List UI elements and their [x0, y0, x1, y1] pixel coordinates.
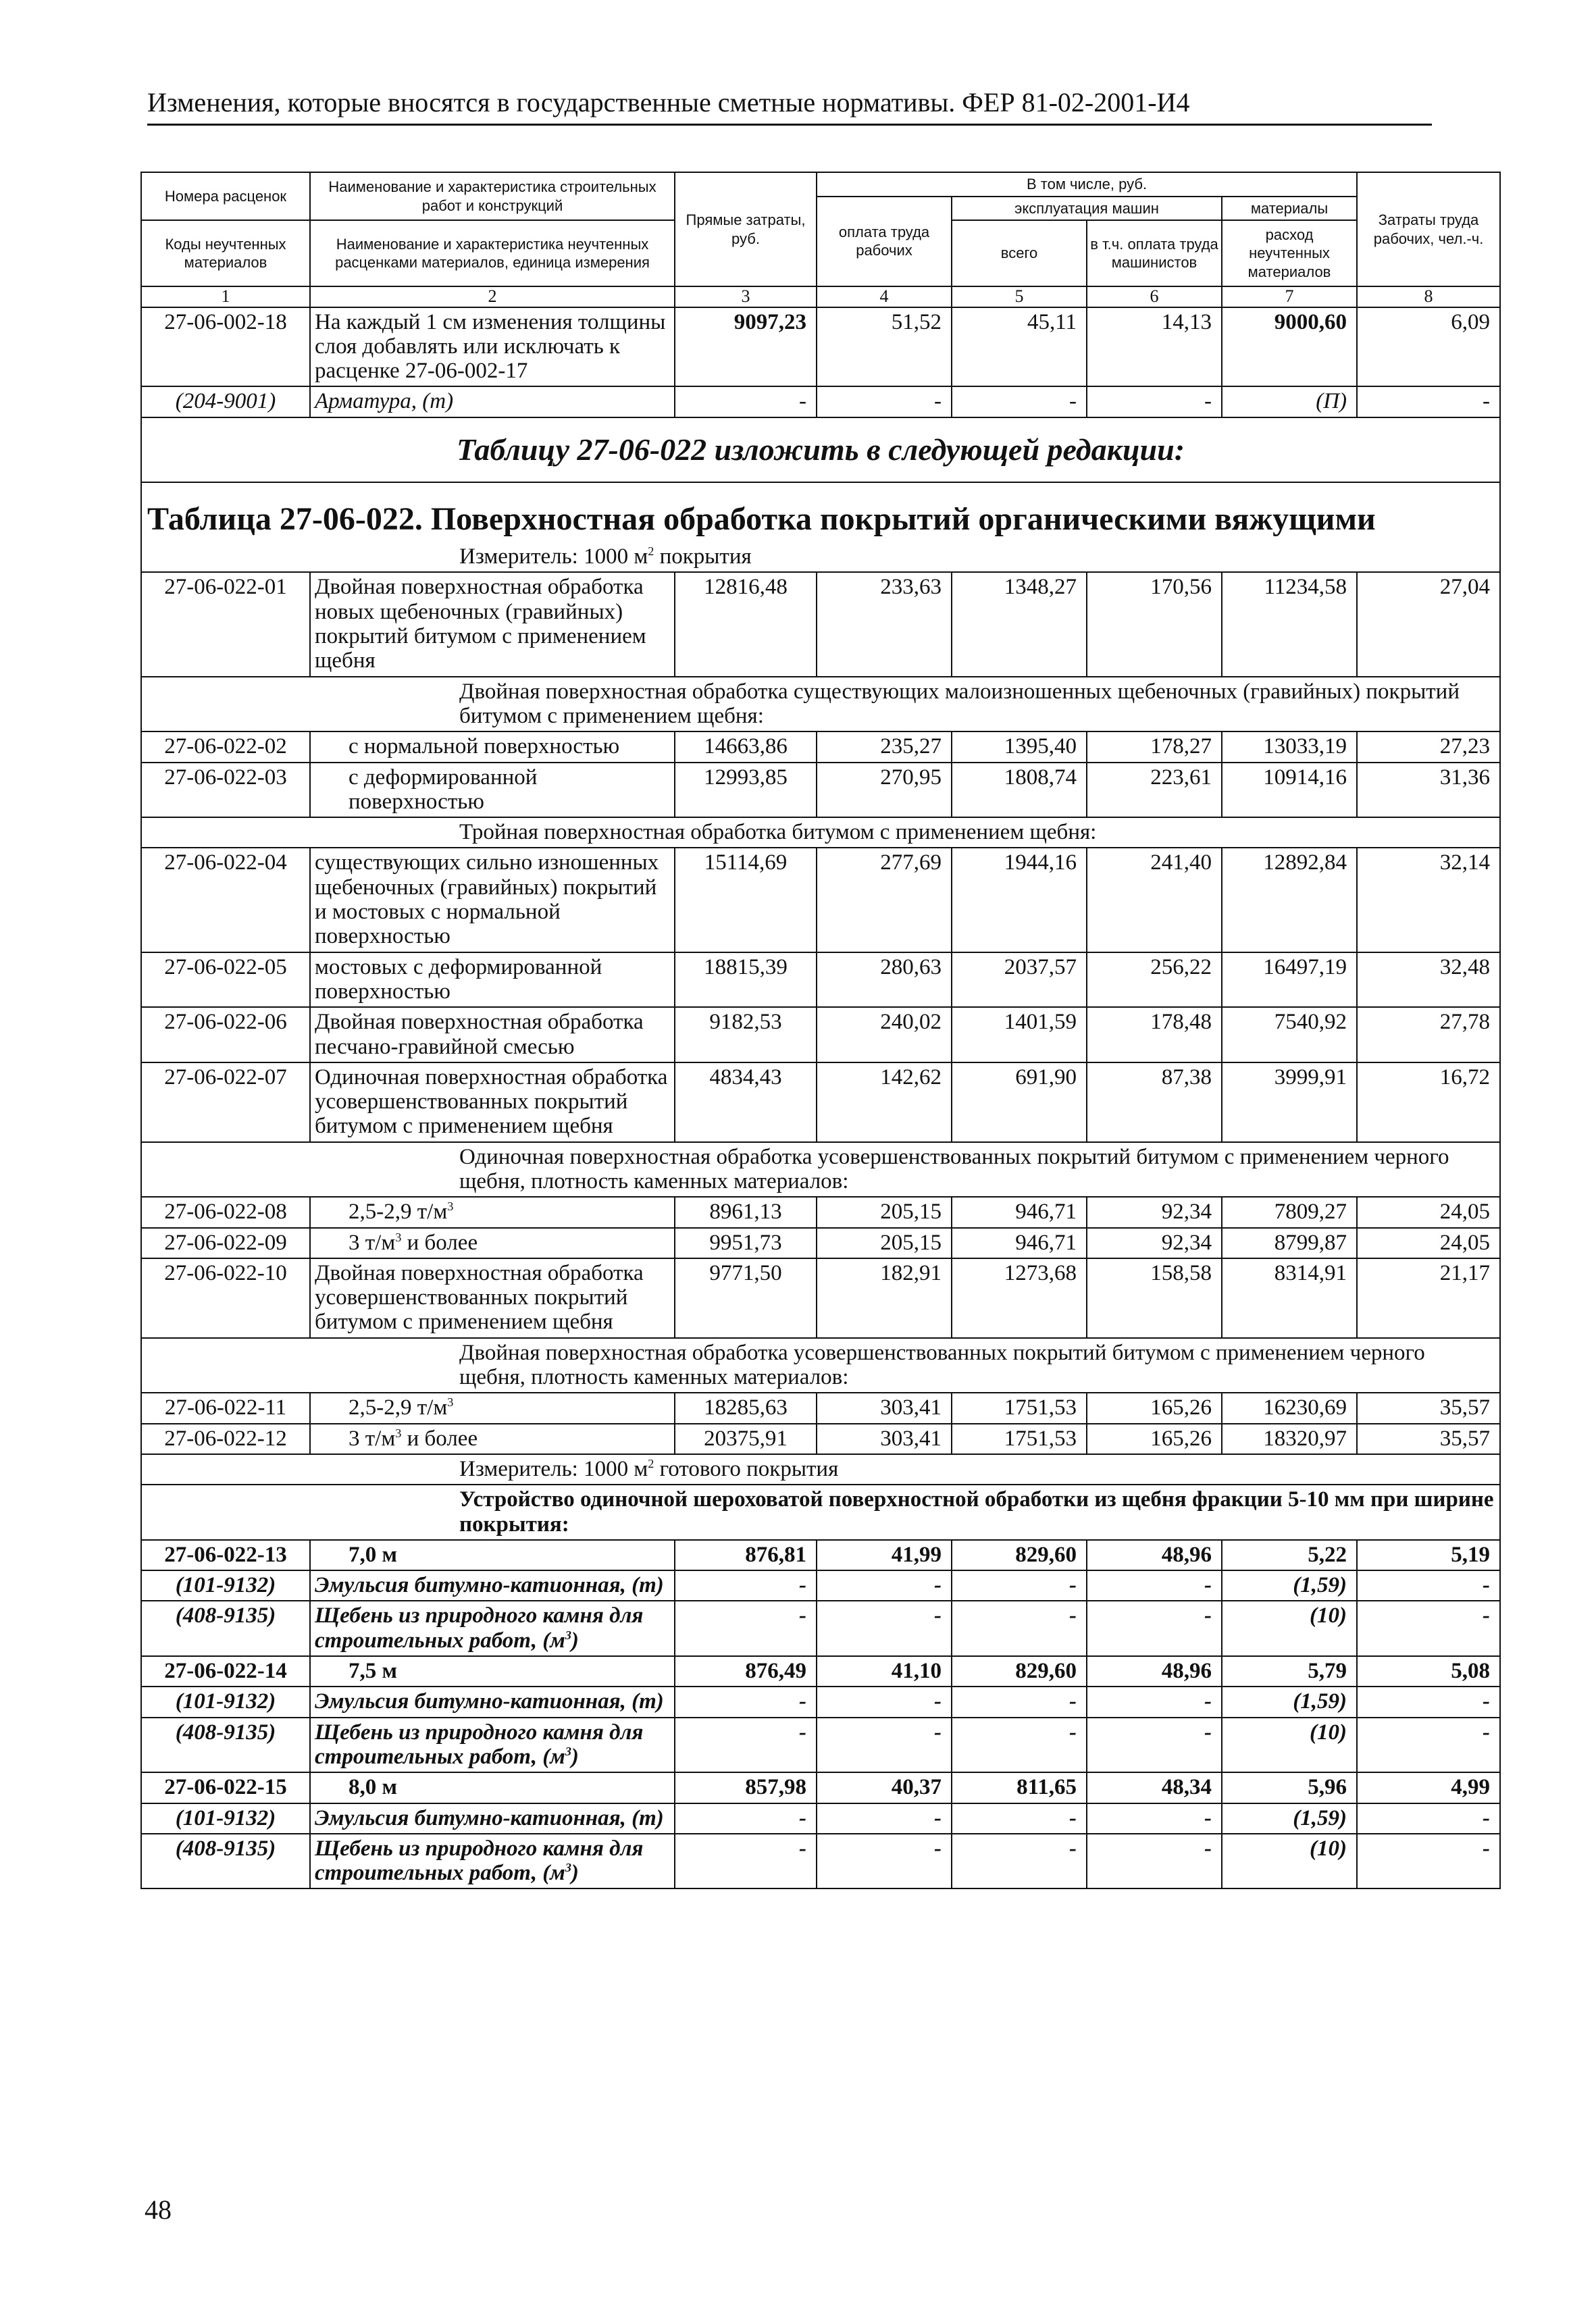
- table-cell: 2: [310, 286, 675, 307]
- cell-text: и более: [401, 1230, 478, 1255]
- cell-text: 3: [447, 1395, 454, 1410]
- cell-text: и более: [401, 1426, 478, 1451]
- table-row: [141, 307, 1500, 387]
- cell-text: 3: [447, 1200, 454, 1214]
- table-cell: 27-06-022-04: [141, 848, 310, 952]
- cell-text: 2: [648, 1456, 654, 1470]
- table-cell: 41,10: [817, 1656, 952, 1687]
- cell-text: ): [571, 1744, 579, 1769]
- table-cell: [310, 1718, 675, 1773]
- table-cell: 27-06-022-08: [141, 1197, 310, 1227]
- group-caption: Двойная поверхностная обработка существующих малоизношенных щебеночных (гравийных) покрытий битумом с применением щебня:: [141, 677, 1500, 732]
- table-cell: 9097,23: [675, 307, 817, 387]
- table-cell: -: [675, 1834, 817, 1889]
- table-cell: 946,71: [952, 1228, 1087, 1258]
- table-cell: 31,36: [1357, 763, 1500, 818]
- table-cell: -: [952, 1570, 1087, 1601]
- table-cell: 87,38: [1087, 1062, 1222, 1142]
- table-row: [141, 1258, 1500, 1338]
- cell-text: Щебень из природного камня для строительных работ, (м: [315, 1836, 644, 1886]
- table-cell: -: [1357, 1718, 1500, 1773]
- table-cell: 6: [1087, 286, 1222, 307]
- table-row: [141, 1424, 1500, 1454]
- table-cell: 27-06-022-10: [141, 1258, 310, 1338]
- cell-text: Измеритель: 1000 м: [459, 1456, 648, 1481]
- table-cell: с деформированной поверхностью: [310, 763, 675, 818]
- table-cell: 7809,27: [1222, 1197, 1357, 1227]
- table-cell: (408-9135): [141, 1601, 310, 1656]
- table-cell: -: [952, 1718, 1087, 1773]
- table-cell: 235,27: [817, 731, 952, 762]
- table-cell: 5,08: [1357, 1656, 1500, 1687]
- table-cell: (101-9132): [141, 1570, 310, 1601]
- table-cell: -: [1357, 1834, 1500, 1889]
- table-cell: 8: [1357, 286, 1500, 307]
- table-cell: Арматура, (т): [310, 386, 675, 417]
- table-cell: 7: [1222, 286, 1357, 307]
- cell-text: 2,5-2,9 т/м: [349, 1200, 448, 1225]
- table-cell: 158,58: [1087, 1258, 1222, 1338]
- table-cell: -: [952, 1687, 1087, 1717]
- table-cell: 27-06-022-07: [141, 1062, 310, 1142]
- table-cell: -: [817, 1834, 952, 1889]
- group-caption: Устройство одиночной шероховатой поверхностной обработки из щебня фракции 5-10 мм при ширине покрытия:: [141, 1485, 1500, 1540]
- table-cell: -: [1087, 1834, 1222, 1889]
- table-cell: 4834,43: [675, 1062, 817, 1142]
- table-cell: 10914,16: [1222, 763, 1357, 818]
- measure-unit: [141, 542, 1500, 572]
- table-title: Таблица 27-06-022. Поверхностная обработка покрытий органическими вяжущими: [141, 482, 1500, 542]
- group-caption: Тройная поверхностная обработка битумом с применением щебня:: [141, 817, 1500, 848]
- table-cell: 6,09: [1357, 307, 1500, 387]
- table-cell: 35,57: [1357, 1424, 1500, 1454]
- table-cell: 7540,92: [1222, 1007, 1357, 1062]
- table-cell: Эмульсия битумно-катионная, (т): [310, 1687, 675, 1717]
- table-row: [141, 1228, 1500, 1258]
- rates-table: [140, 172, 1501, 1889]
- table-cell: 51,52: [817, 307, 952, 387]
- table-cell: (1,59): [1222, 1687, 1357, 1717]
- table-cell: 27,78: [1357, 1007, 1500, 1062]
- table-cell: 40,37: [817, 1772, 952, 1803]
- table-cell: 8961,13: [675, 1197, 817, 1227]
- table-cell: -: [817, 1803, 952, 1834]
- table-cell: 303,41: [817, 1424, 952, 1454]
- table-cell: 27-06-022-02: [141, 731, 310, 762]
- table-cell: 13033,19: [1222, 731, 1357, 762]
- table-cell: 277,69: [817, 848, 952, 952]
- table-cell: 48,96: [1087, 1540, 1222, 1570]
- table-cell: -: [817, 1601, 952, 1656]
- cell-text: 3: [395, 1426, 402, 1440]
- table-cell: 1751,53: [952, 1393, 1087, 1423]
- table-cell: 1944,16: [952, 848, 1087, 952]
- table-cell: -: [1087, 1718, 1222, 1773]
- page-number: 48: [145, 2194, 172, 2225]
- table-cell: На каждый 1 см изменения толщины слоя добавлять или исключать к расценке 27-06-002-17: [310, 307, 675, 387]
- table-cell: 32,48: [1357, 952, 1500, 1008]
- table-cell: 256,22: [1087, 952, 1222, 1008]
- page-header: Изменения, которые вносятся в государственные сметные нормативы. ФЕР 81-02-2001-И4: [147, 86, 1432, 126]
- table-cell: 20375,91: [675, 1424, 817, 1454]
- table-cell: 27-06-022-13: [141, 1540, 310, 1570]
- table-cell: (10): [1222, 1718, 1357, 1773]
- col-including-header: В том числе, руб.: [817, 172, 1357, 197]
- table-cell: 165,26: [1087, 1424, 1222, 1454]
- table-cell: 27-06-022-05: [141, 952, 310, 1008]
- material-row: [141, 386, 1500, 417]
- table-cell: 11234,58: [1222, 572, 1357, 676]
- table-cell: 4,99: [1357, 1772, 1500, 1803]
- table-cell: 241,40: [1087, 848, 1222, 952]
- table-cell: существующих сильно изношенных щебеночных (гравийных) покрытий и мостовых с нормальной поверхностью: [310, 848, 675, 952]
- table-cell: 27-06-022-11: [141, 1393, 310, 1423]
- table-cell: 27-06-022-09: [141, 1228, 310, 1258]
- material-row: [141, 1601, 1500, 1656]
- table-cell: 48,34: [1087, 1772, 1222, 1803]
- table-cell: 12816,48: [675, 572, 817, 676]
- table-row: [141, 1656, 1500, 1687]
- table-row: [141, 731, 1500, 762]
- cell-text: 2: [648, 544, 654, 559]
- col-machines-total-header: всего: [952, 220, 1087, 286]
- table-cell: 24,05: [1357, 1197, 1500, 1227]
- table-cell: 3999,91: [1222, 1062, 1357, 1142]
- group-caption: Двойная поверхностная обработка усовершенствованных покрытий битумом с применением черного щебня, плотность каменных материалов:: [141, 1338, 1500, 1393]
- col-name-header: [310, 172, 675, 220]
- table-cell: Эмульсия битумно-катионная, (т): [310, 1570, 675, 1601]
- table-cell: 7,5 м: [310, 1656, 675, 1687]
- col-name-sub-header: Наименование и характеристика неучтенных расценками материалов, единица измерения: [310, 220, 675, 286]
- table-cell: 27-06-022-03: [141, 763, 310, 818]
- table-cell: -: [817, 1570, 952, 1601]
- table-cell: 16,72: [1357, 1062, 1500, 1142]
- table-cell: 223,61: [1087, 763, 1222, 818]
- col-machines-labor-header: в т.ч. оплата труда машинистов: [1087, 220, 1222, 286]
- table-cell: 2037,57: [952, 952, 1087, 1008]
- table-cell: [310, 1601, 675, 1656]
- cell-text: ): [571, 1628, 579, 1653]
- table-cell: 1273,68: [952, 1258, 1087, 1338]
- table-row: [141, 848, 1500, 952]
- table-cell: [310, 1393, 675, 1423]
- table-cell: 12892,84: [1222, 848, 1357, 952]
- table-cell: 41,99: [817, 1540, 952, 1570]
- table-cell: 21,17: [1357, 1258, 1500, 1338]
- cell-text: Щебень из природного камня для строительных работ, (м: [315, 1603, 644, 1653]
- table-cell: 1808,74: [952, 763, 1087, 818]
- material-row: [141, 1718, 1500, 1773]
- table-cell: 27-06-022-12: [141, 1424, 310, 1454]
- table-cell: -: [1087, 386, 1222, 417]
- table-cell: 45,11: [952, 307, 1087, 387]
- table-cell: (204-9001): [141, 386, 310, 417]
- table-cell: -: [675, 1687, 817, 1717]
- table-cell: 946,71: [952, 1197, 1087, 1227]
- table-cell: [310, 1197, 675, 1227]
- material-row: [141, 1570, 1500, 1601]
- table-cell: с нормальной поверхностью: [310, 731, 675, 762]
- cell-text: Щебень из природного камня для строительных работ, (м: [315, 1720, 644, 1769]
- table-cell: -: [817, 1687, 952, 1717]
- table-cell: 240,02: [817, 1007, 952, 1062]
- table-cell: (101-9132): [141, 1687, 310, 1717]
- table-cell: Эмульсия битумно-катионная, (т): [310, 1803, 675, 1834]
- table-cell: мостовых с деформированной поверхностью: [310, 952, 675, 1008]
- table-cell: 18320,97: [1222, 1424, 1357, 1454]
- cell-text: Измеритель: 1000 м: [459, 544, 648, 569]
- table-cell: 857,98: [675, 1772, 817, 1803]
- table-cell: (1,59): [1222, 1570, 1357, 1601]
- table-cell: 7,0 м: [310, 1540, 675, 1570]
- table-cell: 92,34: [1087, 1197, 1222, 1227]
- material-row: [141, 1687, 1500, 1717]
- table-cell: -: [675, 1601, 817, 1656]
- table-cell: 205,15: [817, 1197, 952, 1227]
- table-cell: 9951,73: [675, 1228, 817, 1258]
- table-cell: 9771,50: [675, 1258, 817, 1338]
- measure-unit: [141, 1454, 1500, 1485]
- table-row: [141, 572, 1500, 676]
- table-cell: 35,57: [1357, 1393, 1500, 1423]
- table-cell: 92,34: [1087, 1228, 1222, 1258]
- table-cell: -: [675, 386, 817, 417]
- table-cell: -: [675, 1718, 817, 1773]
- table-cell: Одиночная поверхностная обработка усовершенствованных покрытий битумом с применением щебня: [310, 1062, 675, 1142]
- table-cell: Двойная поверхностная обработка усовершенствованных покрытий битумом с применением щебня: [310, 1258, 675, 1338]
- table-row: [141, 952, 1500, 1008]
- table-cell: -: [817, 1718, 952, 1773]
- table-cell: (1,59): [1222, 1803, 1357, 1834]
- table-row: [141, 1393, 1500, 1423]
- table-cell: 12993,85: [675, 763, 817, 818]
- table-cell: -: [952, 1834, 1087, 1889]
- table-cell: (101-9132): [141, 1803, 310, 1834]
- table-cell: -: [952, 1803, 1087, 1834]
- table-row: [141, 1062, 1500, 1142]
- cell-text: 3: [395, 1230, 402, 1244]
- table-cell: 1395,40: [952, 731, 1087, 762]
- table-cell: -: [675, 1803, 817, 1834]
- table-cell: 233,63: [817, 572, 952, 676]
- col-codes-sub-header: Коды неучтенных материалов: [141, 220, 310, 286]
- table-cell: Двойная поверхностная обработка песчано-гравийной смесью: [310, 1007, 675, 1062]
- col-codes-header: [141, 172, 310, 220]
- table-cell: -: [1357, 1803, 1500, 1834]
- table-cell: 1751,53: [952, 1424, 1087, 1454]
- table-cell: 15114,69: [675, 848, 817, 952]
- table-cell: 182,91: [817, 1258, 952, 1338]
- table-cell: 691,90: [952, 1062, 1087, 1142]
- table-cell: 178,27: [1087, 731, 1222, 762]
- table-cell: 14,13: [1087, 307, 1222, 387]
- col-direct-header: Прямые затраты, руб.: [675, 172, 817, 286]
- table-cell: 18815,39: [675, 952, 817, 1008]
- table-cell: Двойная поверхностная обработка новых щебеночных (гравийных) покрытий битумом с применением щебня: [310, 572, 675, 676]
- table-cell: 178,48: [1087, 1007, 1222, 1062]
- table-cell: 27-06-022-15: [141, 1772, 310, 1803]
- table-cell: (П): [1222, 386, 1357, 417]
- table-cell: 5,19: [1357, 1540, 1500, 1570]
- table-cell: -: [952, 1601, 1087, 1656]
- table-cell: 16497,19: [1222, 952, 1357, 1008]
- cell-text: Наименование и характеристика строительных работ и конструкций: [328, 178, 657, 214]
- table-cell: -: [952, 386, 1087, 417]
- table-cell: 829,60: [952, 1540, 1087, 1570]
- table-cell: 205,15: [817, 1228, 952, 1258]
- table-cell: 32,14: [1357, 848, 1500, 952]
- table-cell: 9000,60: [1222, 307, 1357, 387]
- cell-text: 3 т/м: [349, 1230, 396, 1255]
- table-cell: 811,65: [952, 1772, 1087, 1803]
- table-cell: -: [1087, 1601, 1222, 1656]
- table-cell: 5,22: [1222, 1540, 1357, 1570]
- table-cell: 170,56: [1087, 572, 1222, 676]
- table-cell: 4: [817, 286, 952, 307]
- cell-text: Номера расценок: [164, 187, 287, 205]
- table-cell: 14663,86: [675, 731, 817, 762]
- material-row: [141, 1834, 1500, 1889]
- table-cell: 5: [952, 286, 1087, 307]
- table-cell: 27-06-022-14: [141, 1656, 310, 1687]
- table-cell: -: [1357, 1570, 1500, 1601]
- table-cell: -: [1357, 1687, 1500, 1717]
- table-cell: 5,79: [1222, 1656, 1357, 1687]
- table-cell: 280,63: [817, 952, 952, 1008]
- table-row: [141, 1007, 1500, 1062]
- cell-text: ): [571, 1861, 579, 1886]
- instruction-text: Таблицу 27-06-022 изложить в следующей редакции:: [141, 417, 1500, 483]
- table-row: [141, 1197, 1500, 1227]
- cell-text: 3: [565, 1861, 571, 1875]
- table-cell: -: [1087, 1803, 1222, 1834]
- table-cell: 8314,91: [1222, 1258, 1357, 1338]
- table-cell: 27-06-022-01: [141, 572, 310, 676]
- group-caption: Одиночная поверхностная обработка усовершенствованных покрытий битумом с применением черного щебня, плотность каменных материалов:: [141, 1142, 1500, 1198]
- cell-text: 2,5-2,9 т/м: [349, 1395, 448, 1420]
- table-cell: 16230,69: [1222, 1393, 1357, 1423]
- table-cell: 5,96: [1222, 1772, 1357, 1803]
- cell-text: покрытия: [654, 544, 752, 569]
- table-row: [141, 763, 1500, 818]
- table-cell: (408-9135): [141, 1718, 310, 1773]
- cell-text: 3: [565, 1628, 571, 1642]
- table-cell: [310, 1834, 675, 1889]
- table-cell: 48,96: [1087, 1656, 1222, 1687]
- cell-text: 3 т/м: [349, 1426, 396, 1451]
- table-cell: 3: [675, 286, 817, 307]
- cell-text: готового покрытия: [654, 1456, 839, 1481]
- table-cell: 8,0 м: [310, 1772, 675, 1803]
- table-row: [141, 1772, 1500, 1803]
- table-cell: 1348,27: [952, 572, 1087, 676]
- table-cell: 24,05: [1357, 1228, 1500, 1258]
- table-cell: [310, 1228, 675, 1258]
- col-materials-sub-header: расход неучтенных материалов: [1222, 220, 1357, 286]
- col-labor-header: оплата труда рабочих: [817, 197, 952, 287]
- table-cell: 829,60: [952, 1656, 1087, 1687]
- cell-text: 3: [565, 1744, 571, 1758]
- table-cell: 876,81: [675, 1540, 817, 1570]
- table-cell: 1401,59: [952, 1007, 1087, 1062]
- table-cell: -: [817, 386, 952, 417]
- table-row: [141, 1540, 1500, 1570]
- table-cell: (408-9135): [141, 1834, 310, 1889]
- table-cell: 303,41: [817, 1393, 952, 1423]
- table-cell: 9182,53: [675, 1007, 817, 1062]
- table-cell: -: [1357, 1601, 1500, 1656]
- table-cell: -: [1357, 386, 1500, 417]
- table-cell: (10): [1222, 1834, 1357, 1889]
- table-cell: [310, 1424, 675, 1454]
- table-cell: 142,62: [817, 1062, 952, 1142]
- table-cell: 27-06-002-18: [141, 307, 310, 387]
- table-cell: -: [675, 1570, 817, 1601]
- table-cell: 8799,87: [1222, 1228, 1357, 1258]
- col-labor-costs-header: Затраты труда рабочих, чел.-ч.: [1357, 172, 1500, 286]
- col-machines-header: эксплуатация машин: [952, 197, 1222, 221]
- table-cell: -: [1087, 1570, 1222, 1601]
- table-cell: 165,26: [1087, 1393, 1222, 1423]
- table-cell: 27-06-022-06: [141, 1007, 310, 1062]
- table-cell: -: [1087, 1687, 1222, 1717]
- table-cell: 18285,63: [675, 1393, 817, 1423]
- table-cell: 876,49: [675, 1656, 817, 1687]
- table-cell: 27,23: [1357, 731, 1500, 762]
- table-cell: 270,95: [817, 763, 952, 818]
- column-numbers-row: [141, 286, 1500, 307]
- table-cell: (10): [1222, 1601, 1357, 1656]
- table-cell: 27,04: [1357, 572, 1500, 676]
- col-materials-header: материалы: [1222, 197, 1357, 221]
- material-row: [141, 1803, 1500, 1834]
- table-cell: 1: [141, 286, 310, 307]
